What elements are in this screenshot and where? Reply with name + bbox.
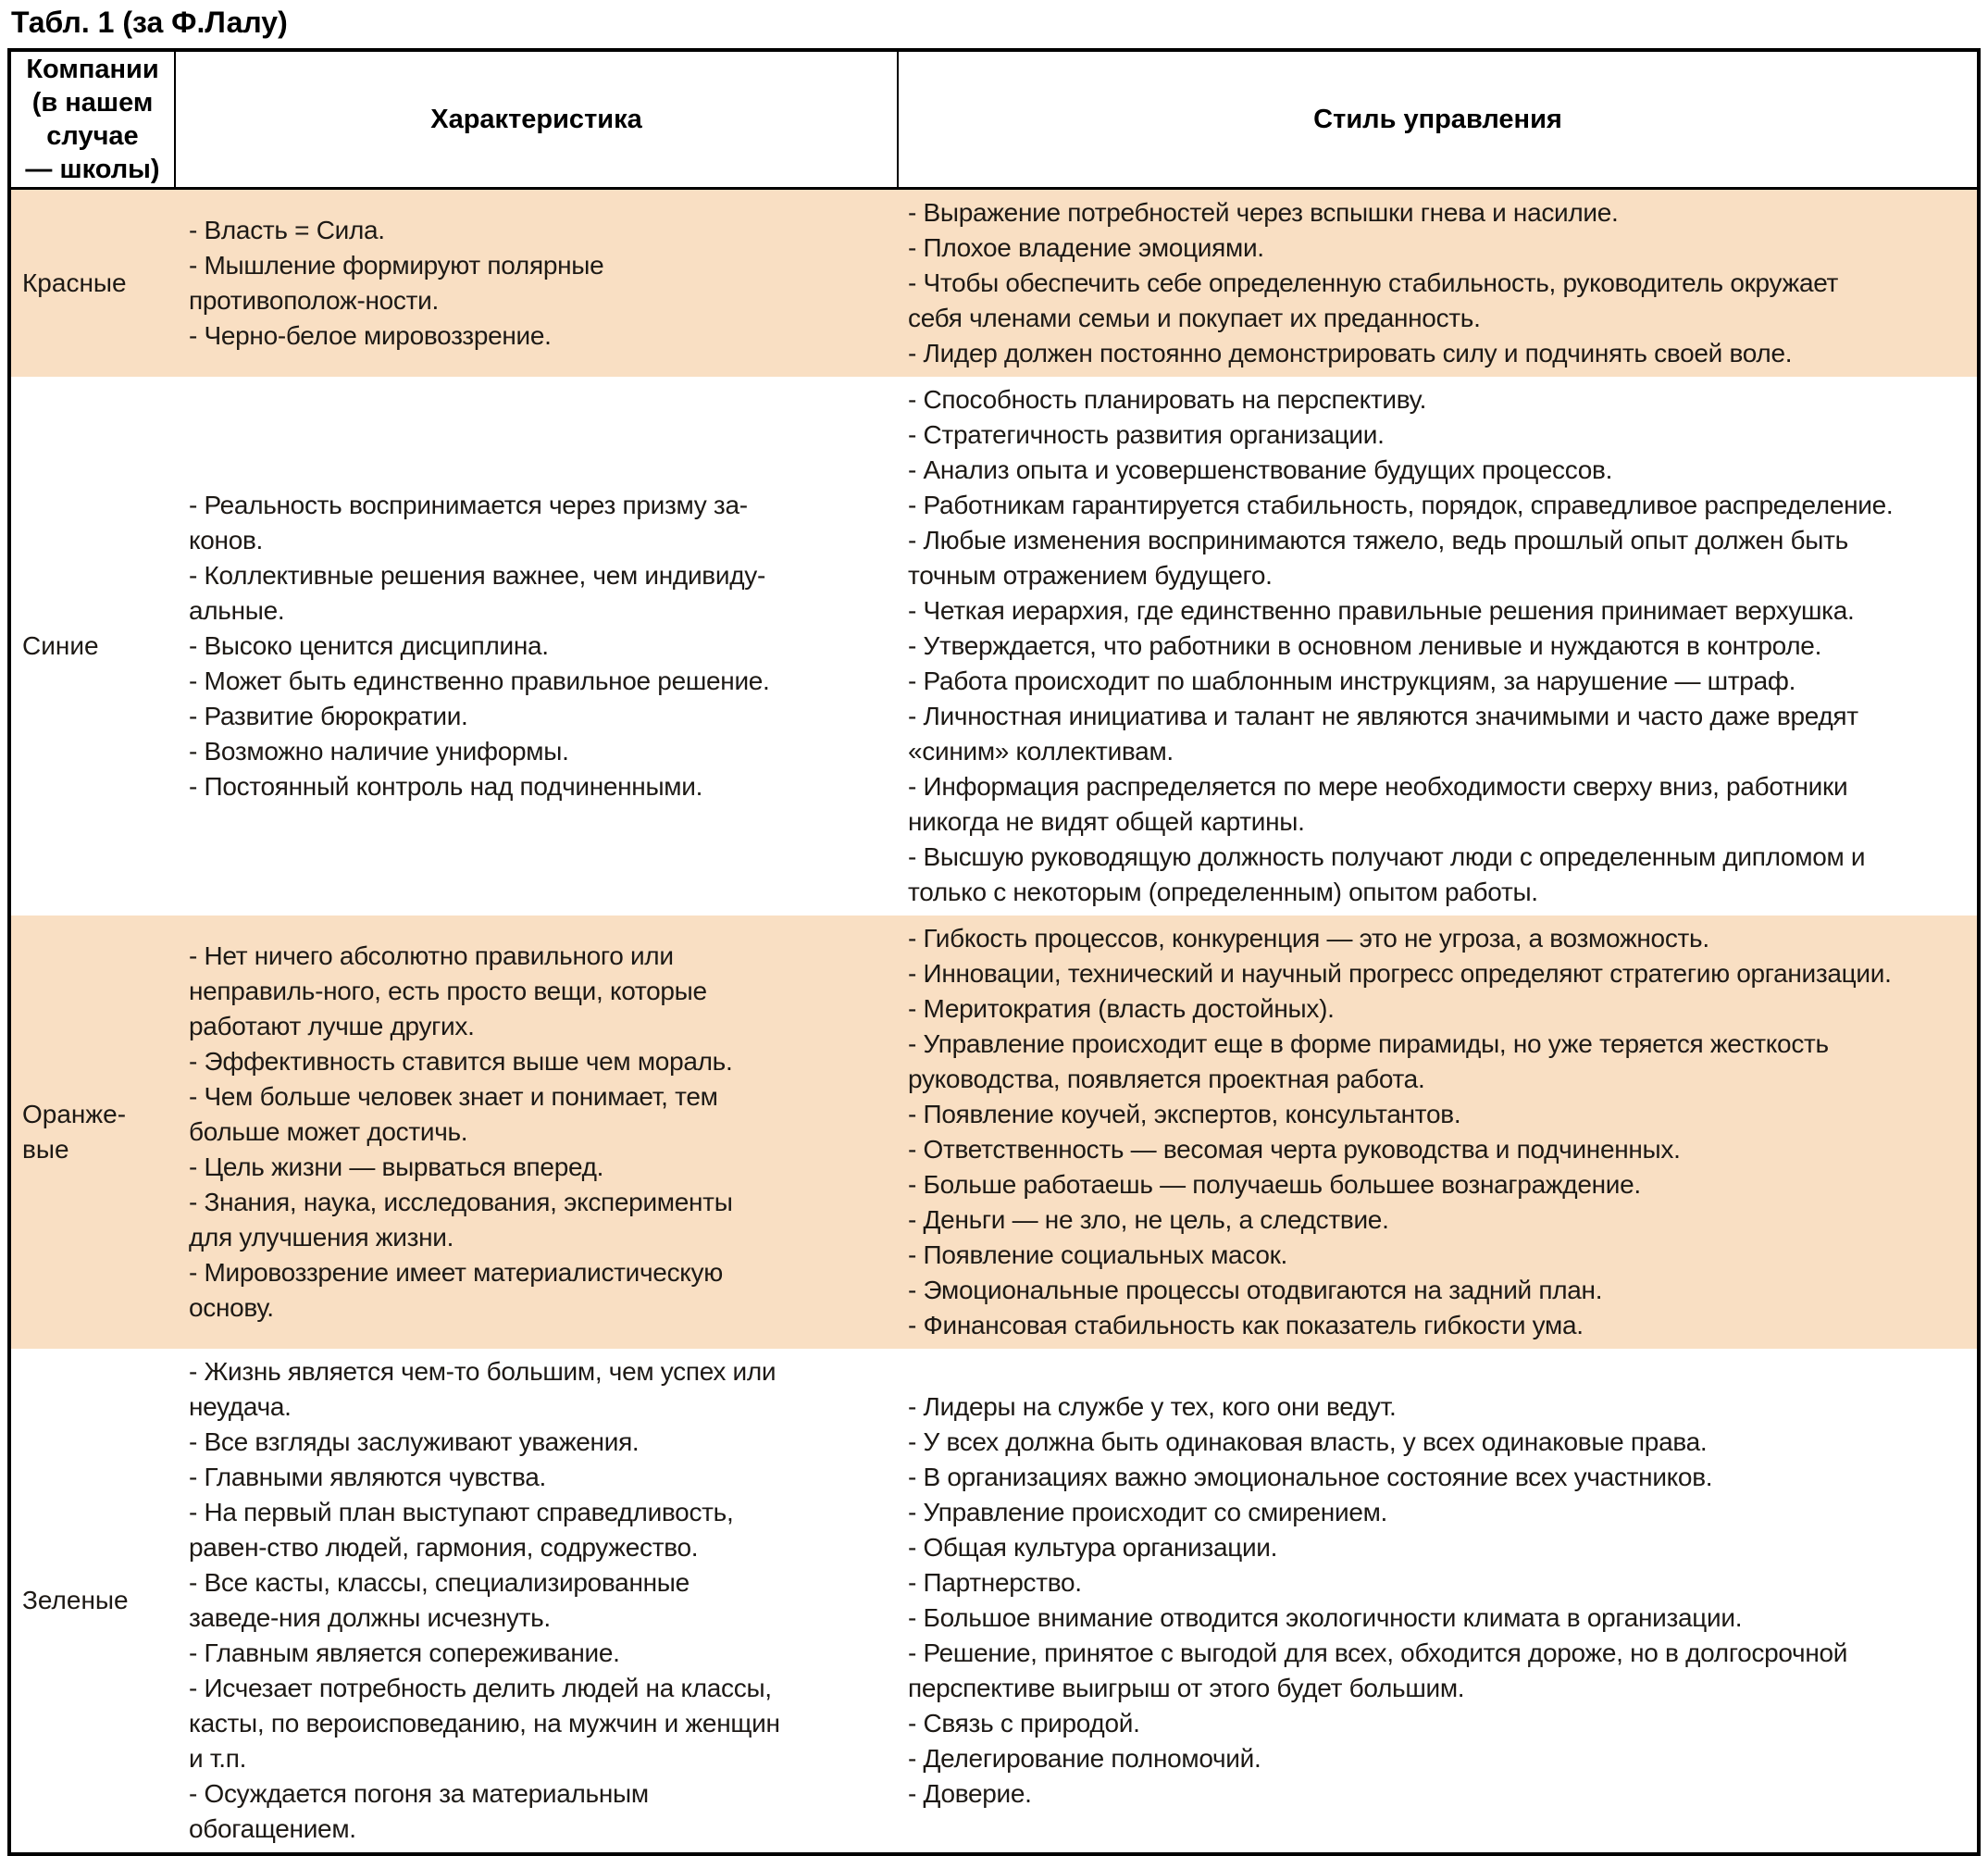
management-item: - Финансовая стабильность как показатель гибкости ума.: [908, 1311, 1584, 1339]
management-item: - Больше работаешь — получаешь большее вознаграждение.: [908, 1170, 1641, 1199]
characteristic-item: - Возможно наличие униформы.: [189, 737, 569, 766]
management-item: - Чтобы обеспечить себе определенную стабильность, руководитель окружает себя членами семьи и покупает их преданность.: [908, 268, 1839, 332]
management-item: - Меритократия (власть достойных).: [908, 994, 1335, 1023]
table-row-red: [11, 190, 1977, 377]
management-item: - Деньги — не зло, не цель, а следствие.: [908, 1205, 1389, 1234]
management-item: - Общая культура организации.: [908, 1533, 1278, 1562]
management-item: - Доверие.: [908, 1779, 1032, 1808]
management-item: - Эмоциональные процессы отодвигаются на задний план.: [908, 1276, 1603, 1304]
management-cell-blue: [899, 377, 1977, 916]
management-item: - Четкая иерархия, где единственно правильные решения принимает верхушка.: [908, 596, 1855, 625]
characteristics-cell-green: [176, 1349, 899, 1852]
management-item: - Решение, принятое с выгодой для всех, обходится дороже, но в долгосрочной перспективе выигрыш от этого будет большим.: [908, 1638, 1848, 1702]
laloux-table: [7, 48, 1981, 1856]
row-label-orange: [11, 916, 176, 1349]
management-item: - Лидер должен постоянно демонстрировать силу и подчинять своей воле.: [908, 339, 1793, 367]
table-row-blue: [11, 377, 1977, 916]
characteristic-item: - Чем больше человек знает и понимает, тем больше может достичь.: [189, 1082, 718, 1146]
table-title: Табл. 1 (за Ф.Лалу): [11, 6, 288, 39]
row-label-green: [11, 1349, 176, 1852]
characteristics-cell-red: [176, 190, 899, 377]
characteristics-cell-orange: [176, 916, 899, 1349]
management-item: - Гибкость процессов, конкуренция — это не угроза, а возможность.: [908, 924, 1709, 953]
characteristic-item: - На первый план выступают справедливость, равен-ство людей, гармония, содружество.: [189, 1498, 734, 1562]
management-item: - Информация распределяется по мере необходимости сверху вниз, работники никогда не видят общей картины.: [908, 772, 1848, 836]
characteristic-item: - Реальность воспринимается через призму за-конов.: [189, 491, 748, 554]
management-item: - Лидеры на службе у тех, кого они ведут.: [908, 1392, 1397, 1421]
table-header-row: [11, 52, 1977, 190]
row-label-line: вые: [22, 1135, 69, 1164]
management-item: - Выражение потребностей через вспышки гнева и насилие.: [908, 198, 1619, 227]
row-label-line: Зеленые: [22, 1586, 129, 1614]
characteristic-item: - Высоко ценится дисциплина.: [189, 631, 549, 660]
characteristic-item: - Черно-белое мировоззрение.: [189, 321, 552, 350]
management-item: - В организациях важно эмоциональное состояние всех участников.: [908, 1463, 1713, 1491]
header-companies-line: случае: [46, 121, 139, 151]
characteristic-item: - Осуждается погоня за материальным обогащением.: [189, 1779, 649, 1843]
characteristic-item: - Развитие бюрократии.: [189, 702, 468, 730]
characteristic-item: - Все касты, классы, специализированные заведе-ния должны исчезнуть.: [189, 1568, 690, 1632]
row-label-line: Синие: [22, 631, 99, 660]
management-item: - У всех должна быть одинаковая власть, у всех одинаковые права.: [908, 1427, 1708, 1456]
characteristic-item: - Все взгляды заслуживают уважения.: [189, 1427, 640, 1456]
management-item: - Делегирование полномочий.: [908, 1744, 1261, 1773]
management-item: - Высшую руководящую должность получают люди с определенным дипломом и только с некоторым (определенным) опытом работы.: [908, 842, 1866, 906]
management-cell-green: [899, 1349, 1977, 1852]
characteristic-item: - Главным является сопереживание.: [189, 1638, 620, 1667]
management-item: - Связь с природой.: [908, 1709, 1140, 1738]
table-row-green: [11, 1349, 1977, 1852]
management-item: - Работникам гарантируется стабильность, порядок, справедливое распределение.: [908, 491, 1894, 519]
header-management-style: Стиль управления: [1313, 105, 1562, 134]
table-row-orange: [11, 916, 1977, 1349]
management-item: - Личностная инициатива и талант не являются значимыми и часто даже вредят «синим» коллективам.: [908, 702, 1858, 766]
characteristic-item: - Жизнь является чем-то большим, чем успех или неудача.: [189, 1357, 777, 1421]
characteristic-item: - Исчезает потребность делить людей на классы, касты, по вероисповеданию, на мужчин и женщин и т.п.: [189, 1674, 780, 1773]
characteristic-item: - Мировоззрение имеет материалистическую основу.: [189, 1258, 723, 1322]
header-companies: [11, 52, 176, 187]
management-item: - Анализ опыта и усовершенствование будущих процессов.: [908, 455, 1613, 484]
management-item: - Любые изменения воспринимаются тяжело, ведь прошлый опыт должен быть точным отражением будущего.: [908, 526, 1848, 590]
characteristic-item: - Знания, наука, исследования, эксперименты для улучшения жизни.: [189, 1188, 733, 1252]
management-item: - Ответственность — весомая черта руководства и подчиненных.: [908, 1135, 1681, 1164]
management-item: - Инновации, технический и научный прогресс определяют стратегию организации.: [908, 959, 1892, 988]
header-companies-line: Компании: [26, 55, 159, 84]
management-item: - Плохое владение эмоциями.: [908, 233, 1264, 262]
management-item: - Появление социальных масок.: [908, 1240, 1288, 1269]
management-item: - Управление происходит со смирением.: [908, 1498, 1388, 1526]
characteristic-item: - Мышление формируют полярные противополож-ности.: [189, 251, 604, 315]
management-item: - Утверждается, что работники в основном ленивые и нуждаются в контроле.: [908, 631, 1822, 660]
header-companies-line: — школы): [25, 155, 160, 184]
management-item: - Появление коучей, экспертов, консультантов.: [908, 1100, 1461, 1128]
row-label-red: [11, 190, 176, 377]
management-item: - Партнерство.: [908, 1568, 1082, 1597]
management-item: - Работа происходит по шаблонным инструкциям, за нарушение — штраф.: [908, 666, 1796, 695]
management-cell-red: [899, 190, 1977, 377]
header-companies-line: (в нашем: [31, 88, 154, 118]
management-item: - Управление происходит еще в форме пирамиды, но уже теряется жесткость руководства, появляется проектная работа.: [908, 1029, 1829, 1093]
characteristic-item: - Может быть единственно правильное решение.: [189, 666, 770, 695]
characteristic-item: - Эффективность ставится выше чем мораль.: [189, 1047, 733, 1076]
characteristic-item: - Нет ничего абсолютно правильного или неправиль-ного, есть просто вещи, которые работают лучше других.: [189, 941, 707, 1040]
characteristic-item: - Главными являются чувства.: [189, 1463, 546, 1491]
header-characteristic: Характеристика: [176, 52, 899, 187]
row-label-line: Красные: [22, 268, 127, 297]
management-item: - Большое внимание отводится экологичности климата в организации.: [908, 1603, 1743, 1632]
characteristic-item: - Власть = Сила.: [189, 216, 385, 244]
management-item: - Стратегичность развития организации.: [908, 420, 1385, 449]
management-cell-orange: [899, 916, 1977, 1349]
characteristic-item: - Постоянный контроль над подчиненными.: [189, 772, 703, 801]
row-label-blue: [11, 377, 176, 916]
management-item: - Способность планировать на перспективу.: [908, 385, 1427, 414]
row-label-line: Оранже-: [22, 1100, 127, 1128]
characteristics-cell-blue: [176, 377, 899, 916]
characteristic-item: - Коллективные решения важнее, чем индивиду-альные.: [189, 561, 765, 625]
characteristic-item: - Цель жизни — вырваться вперед.: [189, 1152, 604, 1181]
